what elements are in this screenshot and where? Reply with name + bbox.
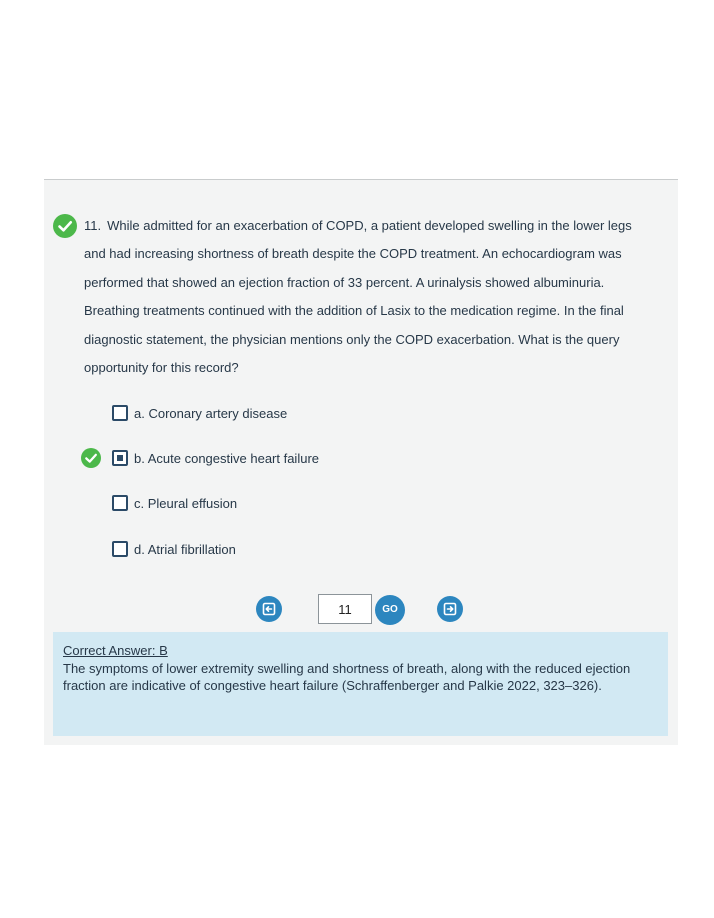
go-button[interactable]: GO: [375, 595, 405, 625]
option-c[interactable]: [112, 492, 237, 514]
previous-question-button[interactable]: [256, 596, 282, 622]
option-b-label: b. Acute congestive heart failure: [134, 450, 320, 466]
question-panel: [44, 179, 678, 745]
option-c-checkbox[interactable]: [112, 495, 128, 511]
option-b-checkbox[interactable]: [112, 450, 128, 466]
checkmark-circle-icon: [53, 214, 77, 238]
option-d-label: d. Atrial fibrillation: [134, 541, 236, 557]
next-question-button[interactable]: [437, 596, 463, 622]
option-a-label: a. Coronary artery disease: [134, 405, 288, 421]
next-arrow-icon: [437, 596, 463, 622]
page-number-input[interactable]: [318, 594, 372, 624]
checkmark-circle-icon: [81, 448, 101, 468]
correct-answer-box: [53, 632, 668, 736]
question-text-block: [84, 212, 650, 382]
question-text: While admitted for an exacerbation of COPD, a patient developed swelling in the lower legs and had increasing shortness of breath despite the COPD treatment. An echocardiogram was performed that showed an ejection fraction of 33 percent. A urinalysis showed albuminuria. Breathing treatments continued with the addition of Lasix to the medication regime. In the final diagnostic statement, the physician mentions only the COPD exacerbation. What is the query opportunity for this record?: [84, 218, 632, 376]
option-a[interactable]: [112, 402, 287, 424]
correct-answer-title: Correct Answer: B: [63, 643, 168, 658]
question-number: 11.: [84, 218, 102, 233]
option-c-label: c. Pleural effusion: [134, 495, 238, 511]
option-b[interactable]: [112, 447, 319, 469]
answer-explanation: The symptoms of lower extremity swelling and shortness of breath, along with the reduced ejection fraction are indicative of congestive heart failure (Schraffenberger and Palkie 2022, 323–326).: [63, 661, 631, 693]
option-d[interactable]: [112, 538, 236, 560]
option-d-checkbox[interactable]: [112, 541, 128, 557]
option-a-checkbox[interactable]: [112, 405, 128, 421]
previous-arrow-icon: [256, 596, 282, 622]
